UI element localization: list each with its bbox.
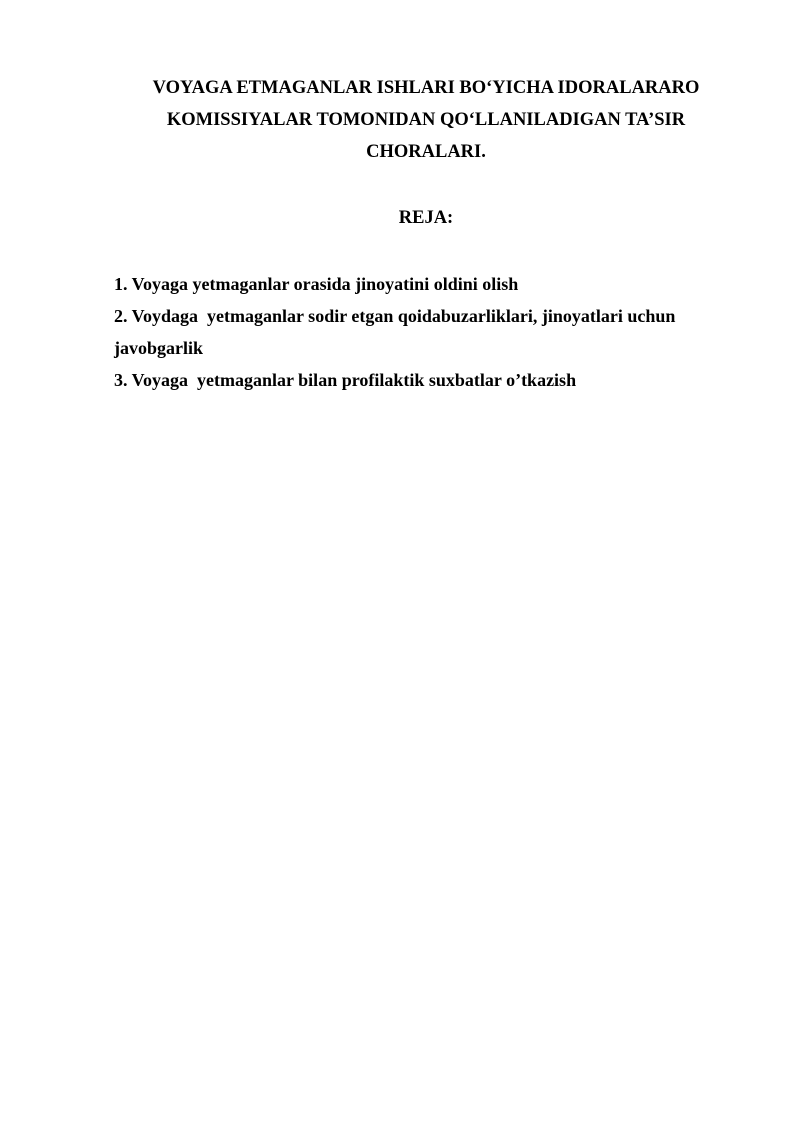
plan-item: 1. Voyaga yetmaganlar orasida jinoyatini oldini olish	[114, 274, 519, 294]
plan-list	[114, 268, 714, 396]
title-line: CHORALARI.	[366, 142, 486, 162]
plan-heading: REJA:	[398, 208, 454, 228]
title-line: VOYAGA ETMAGANLAR ISHLARI BO‘YICHA IDORALARARO	[152, 78, 700, 98]
document-title	[118, 72, 734, 168]
title-line: KOMISSIYALAR TOMONIDAN QO‘LLANILADIGAN TA’SIR	[166, 110, 686, 130]
plan-item: 3. Voyaga yetmaganlar bilan profilaktik suxbatlar o’tkazish	[114, 370, 577, 390]
plan-item: 2. Voydaga yetmaganlar sodir etgan qoidabuzarliklari, jinoyatlari uchun javobgarlik	[114, 306, 680, 358]
